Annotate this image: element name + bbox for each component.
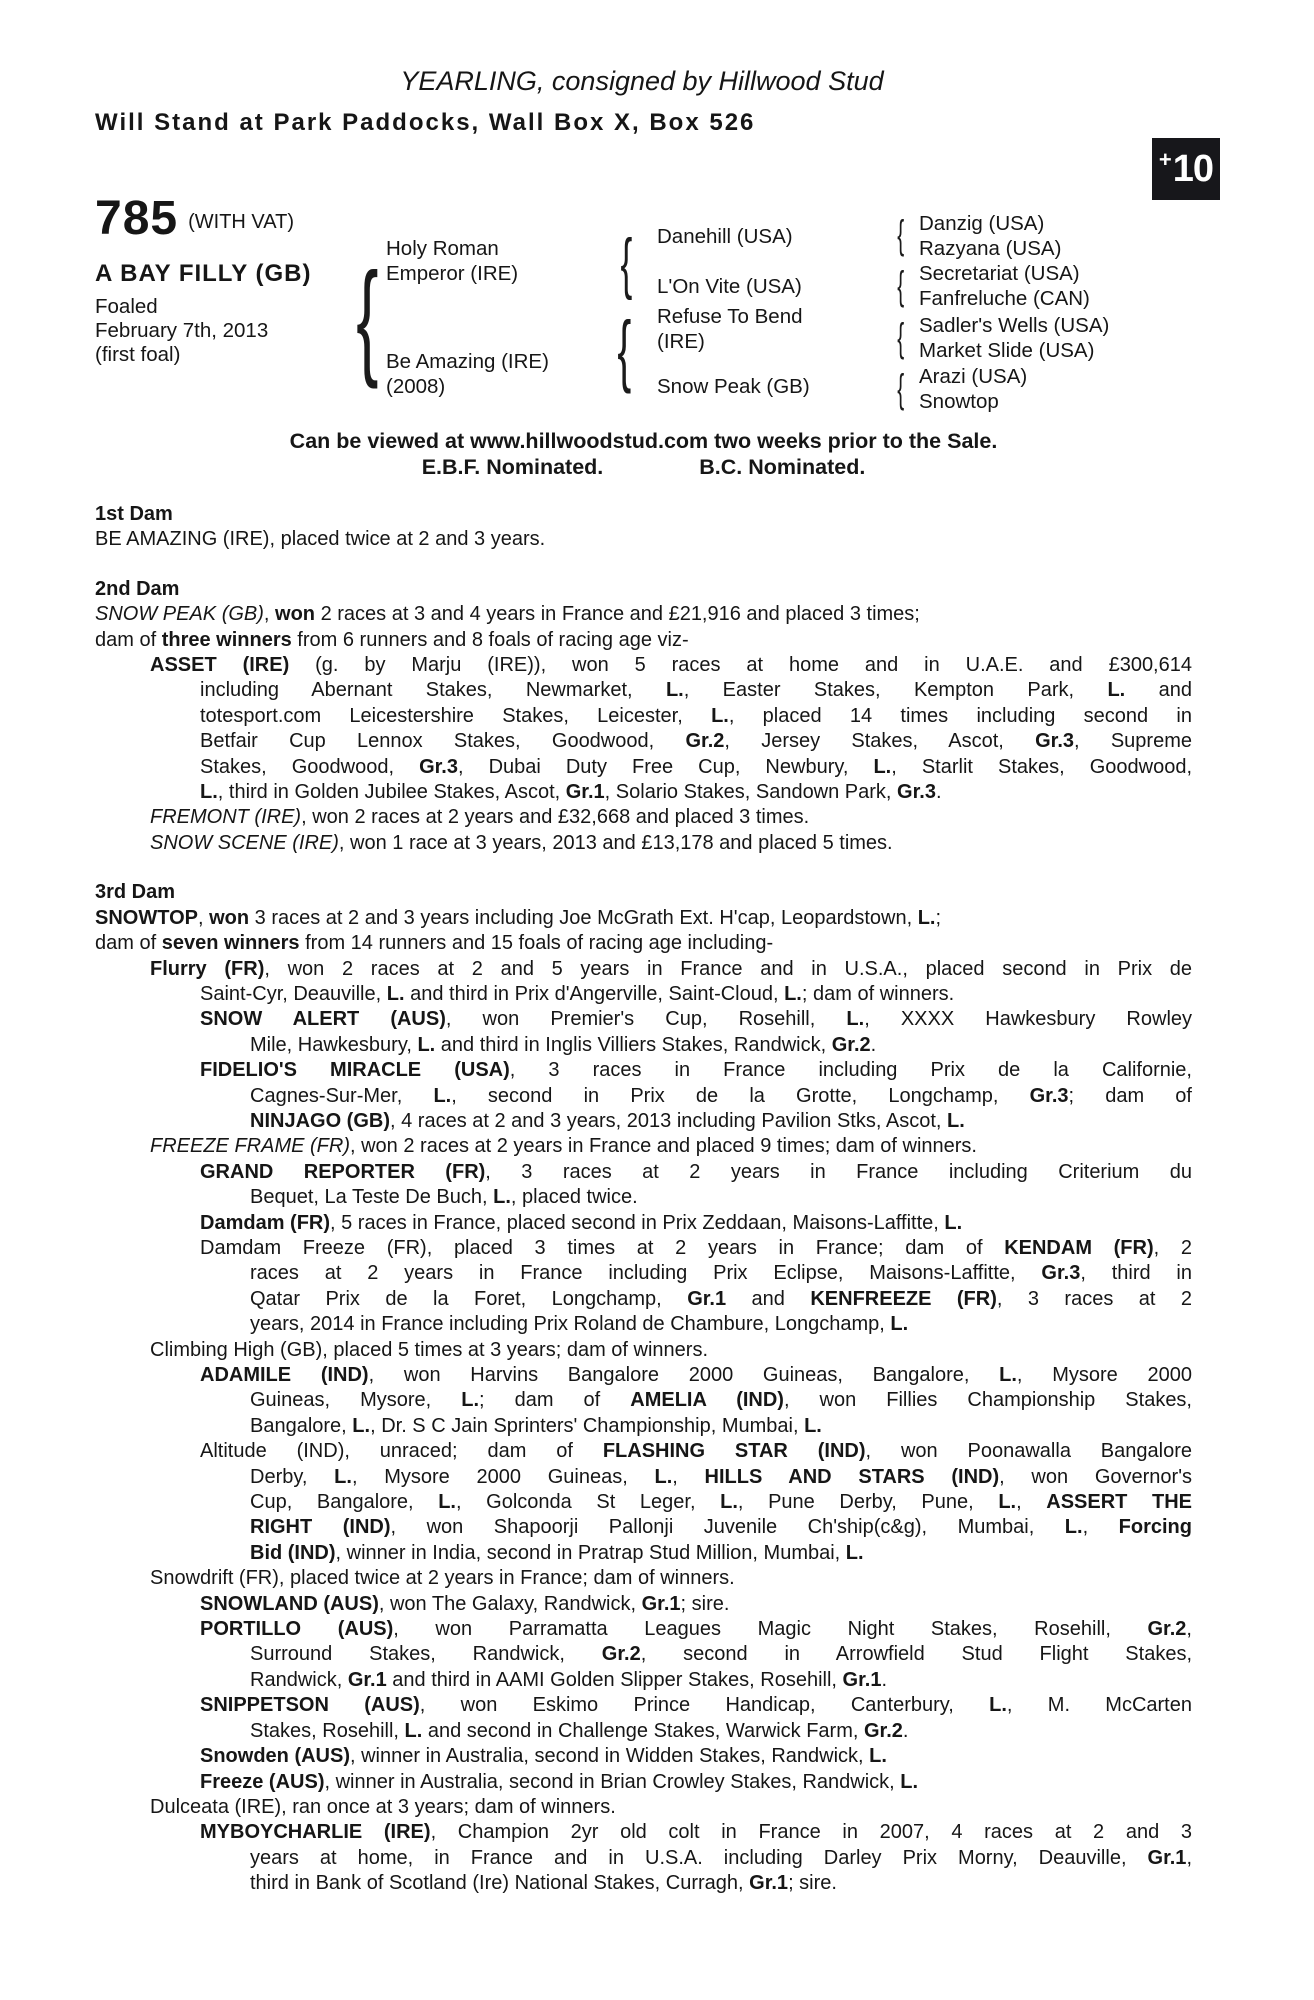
pedigree-brace: { <box>897 367 905 411</box>
section-heading: 1st Dam <box>95 503 173 525</box>
ggp-name: Arazi (USA) <box>919 365 1028 388</box>
first-foal-note: (first foal) <box>95 343 181 366</box>
catalogue-line: Randwick, Gr.1 and third in AAMI Golden Slipper Stakes, Rosehill, Gr.1. <box>250 1668 888 1691</box>
catalogue-line: races at 2 years in France including Prix Eclipse, Maisons-Laffitte, Gr.3, third in <box>250 1262 1192 1285</box>
catalogue-line: FREMONT (IRE), won 2 races at 2 years and £32,668 and placed 3 times. <box>150 806 810 829</box>
lot-number: 785 (WITH VAT) <box>95 192 294 245</box>
catalogue-line: PORTILLO (AUS), won Parramatta Leagues Magic Night Stakes, Rosehill, Gr.2, <box>200 1618 1192 1641</box>
catalogue-line: years at home, in France and in U.S.A. including Darley Prix Morny, Deauville, Gr.1, <box>250 1846 1192 1869</box>
catalogue-line: Climbing High (GB), placed 5 times at 3 years; dam of winners. <box>150 1338 708 1361</box>
catalogue-line: Bequet, La Teste De Buch, L., placed twice. <box>250 1186 638 1209</box>
catalogue-line: Derby, L., Mysore 2000 Guineas, L., HILLS AND STARS (IND), won Governor's <box>250 1465 1193 1488</box>
catalogue-line: SNOW PEAK (GB), won 2 races at 3 and 4 years in France and £21,916 and placed 3 times; <box>95 603 920 626</box>
dam-name-line1: Be Amazing (IRE) <box>386 350 549 373</box>
pedigree-brace: { <box>620 225 632 301</box>
catalogue-line: Bangalore, L., Dr. S C Jain Sprinters' Championship, Mumbai, L. <box>250 1414 822 1437</box>
vat-note: (WITH VAT) <box>188 211 294 233</box>
catalogue-line: RIGHT (IND), won Shapoorji Pallonji Juvenile Ch'ship(c&g), Mumbai, L., Forcing <box>250 1516 1192 1539</box>
section-lines <box>95 602 1192 856</box>
catalogue-line: SNIPPETSON (AUS), won Eskimo Prince Handicap, Canterbury, L., M. McCarten <box>200 1694 1192 1717</box>
catalogue-line: totesport.com Leicestershire Stakes, Leicester, L., placed 14 times including second in <box>200 704 1192 727</box>
pedigree-brace: { <box>897 213 905 257</box>
plus-10-badge <box>1152 138 1220 200</box>
catalogue-line: Flurry (FR), won 2 races at 2 and 5 years in France and in U.S.A., placed second in Prix de <box>150 957 1193 980</box>
catalogue-line: Stakes, Goodwood, Gr.3, Dubai Duty Free Cup, Newbury, L., Starlit Stakes, Goodwood, <box>200 755 1193 778</box>
pedigree-brace: { <box>617 305 631 394</box>
pedigree-brace: { <box>897 264 905 308</box>
catalogue-line: Cup, Bangalore, L., Golconda St Leger, L., Pune Derby, Pune, L., ASSERT THE <box>250 1491 1192 1514</box>
pedigree-brace: { <box>355 247 379 390</box>
catalogue-line: NINJAGO (GB), 4 races at 2 and 3 years, 2013 including Pavilion Stks, Ascot, L. <box>250 1109 965 1132</box>
catalogue-line: years, 2014 in France including Prix Roland de Chambure, Longchamp, L. <box>250 1313 909 1336</box>
ggp-name: Razyana (USA) <box>919 237 1062 260</box>
sire-dam-name: L'On Vite (USA) <box>657 275 802 298</box>
catalogue-line: L., third in Golden Jubilee Stakes, Ascot, Gr.1, Solario Stakes, Sandown Park, Gr.3. <box>200 781 942 804</box>
catalogue-line: Freeze (AUS), winner in Australia, second in Brian Crowley Stakes, Randwick, L. <box>200 1770 919 1793</box>
ggp-name: Sadler's Wells (USA) <box>919 314 1110 337</box>
dam-name-line2: (2008) <box>386 375 446 398</box>
plus-icon: + <box>1158 147 1172 172</box>
plus-10-number: 10 <box>1172 148 1214 190</box>
section-lines <box>95 906 1192 1897</box>
ggp-name: Snowtop <box>919 390 999 413</box>
pedigree-table <box>95 192 1245 423</box>
catalogue-line: Snowdrift (FR), placed twice at 2 years in France; dam of winners. <box>150 1567 735 1590</box>
catalogue-line: FIDELIO'S MIRACLE (USA), 3 races in France including Prix de la Californie, <box>200 1059 1192 1082</box>
catalogue-line: Betfair Cup Lennox Stakes, Goodwood, Gr.2, Jersey Stakes, Ascot, Gr.3, Supreme <box>200 730 1192 753</box>
ggp-name: Market Slide (USA) <box>919 339 1095 362</box>
sire-name-line1: Holy Roman <box>386 237 499 260</box>
third-dam-section <box>95 880 1192 1896</box>
ggp-name: Fanfreluche (CAN) <box>919 287 1090 310</box>
catalogue-line: third in Bank of Scotland (Ire) National Stakes, Curragh, Gr.1; sire. <box>250 1872 837 1895</box>
catalogue-line: Guineas, Mysore, L.; dam of AMELIA (IND), won Fillies Championship Stakes, <box>250 1389 1192 1412</box>
pedigree-brace: { <box>897 316 905 360</box>
first-dam-section <box>95 502 1192 553</box>
sire-name-line2: Emperor (IRE) <box>386 262 519 285</box>
catalogue-line: Bid (IND), winner in India, second in Pratrap Stud Million, Mumbai, L. <box>250 1541 864 1564</box>
catalogue-line: SNOW SCENE (IRE), won 1 race at 3 years, 2013 and £13,178 and placed 5 times. <box>150 831 893 854</box>
catalogue-line: SNOWLAND (AUS), won The Galaxy, Randwick, Gr.1; sire. <box>200 1592 730 1615</box>
bc-nominated: B.C. Nominated. <box>699 455 866 479</box>
section-heading: 2nd Dam <box>95 577 180 600</box>
nomination-notices <box>95 455 1192 480</box>
catalogue-line: Cagnes-Sur-Mer, L., second in Prix de la Grotte, Longchamp, Gr.3; dam of <box>250 1084 1192 1107</box>
catalogue-line: Surround Stakes, Randwick, Gr.2, second in Arrowfield Stud Flight Stakes, <box>250 1643 1193 1666</box>
stand-location-line: Will Stand at Park Paddocks, Wall Box X, Box 526 <box>95 109 756 136</box>
catalogue-line: Qatar Prix de la Foret, Longchamp, Gr.1 and KENFREEZE (FR), 3 races at 2 <box>250 1287 1193 1310</box>
catalogue-line: Snowden (AUS), winner in Australia, second in Widden Stakes, Randwick, L. <box>200 1745 887 1768</box>
sire-sire-name: Danehill (USA) <box>657 225 793 248</box>
dam-sire-name-line1: Refuse To Bend <box>657 305 803 328</box>
section-lines <box>95 527 1192 552</box>
catalogue-line: Saint-Cyr, Deauville, L. and third in Prix d'Angerville, Saint-Cloud, L.; dam of winners. <box>200 982 955 1005</box>
catalogue-line: MYBOYCHARLIE (IRE), Champion 2yr old colt in France in 2007, 4 races at 2 and 3 <box>200 1821 1192 1844</box>
catalogue-line: Mile, Hawkesbury, L. and third in Inglis Villiers Stakes, Randwick, Gr.2. <box>250 1033 877 1056</box>
catalogue-line: ADAMILE (IND), won Harvins Bangalore 2000 Guineas, Bangalore, L., Mysore 2000 <box>200 1364 1192 1386</box>
ggp-name: Danzig (USA) <box>919 212 1045 235</box>
ebf-nominated: E.B.F. Nominated. <box>421 455 604 479</box>
catalogue-line: including Abernant Stakes, Newmarket, L., Easter Stakes, Kempton Park, L. and <box>200 679 1192 702</box>
section-heading: 3rd Dam <box>95 881 176 904</box>
catalogue-line: GRAND REPORTER (FR), 3 races at 2 years in France including Criterium du <box>200 1160 1192 1183</box>
catalogue-line: FREEZE FRAME (FR), won 2 races at 2 years in France and placed 9 times; dam of winners. <box>150 1135 977 1158</box>
catalogue-line: Altitude (IND), unraced; dam of FLASHING STAR (IND), won Poonawalla Bangalore <box>200 1440 1192 1463</box>
catalogue-line: SNOW ALERT (AUS), won Premier's Cup, Rosehill, L., XXXX Hawkesbury Rowley <box>200 1008 1193 1031</box>
pedigree-text-body <box>95 502 1192 1897</box>
catalogue-line: dam of three winners from 6 runners and 8 foals of racing age viz- <box>95 628 689 651</box>
foaled-label: Foaled <box>95 295 158 318</box>
catalogue-line: Dulceata (IRE), ran once at 3 years; dam of winners. <box>150 1795 616 1818</box>
dam-dam-name: Snow Peak (GB) <box>657 375 810 398</box>
catalogue-line: Damdam (FR), 5 races in France, placed second in Prix Zeddaan, Maisons-Laffitte, L. <box>200 1211 963 1234</box>
catalogue-line: ASSET (IRE) (g. by Marju (IRE)), won 5 races at home and in U.A.E. and £300,614 <box>150 654 1192 677</box>
second-dam-section <box>95 577 1192 856</box>
catalogue-line: dam of seven winners from 14 runners and 15 foals of racing age including- <box>95 932 774 955</box>
lot-description: A BAY FILLY (GB) <box>95 260 312 287</box>
dam-sire-name-line2: (IRE) <box>657 330 705 353</box>
viewing-notice: Can be viewed at www.hillwoodstud.com two weeks prior to the Sale. <box>289 429 998 453</box>
catalogue-line: BE AMAZING (IRE), placed twice at 2 and 3 years. <box>95 528 546 551</box>
consignor-header: YEARLING, consigned by Hillwood Stud <box>400 66 884 96</box>
catalogue-line: Stakes, Rosehill, L. and second in Challenge Stakes, Warwick Farm, Gr.2. <box>250 1719 909 1742</box>
catalogue-line: SNOWTOP, won 3 races at 2 and 3 years including Joe McGrath Ext. H'cap, Leopardstown, L.; <box>95 906 942 929</box>
catalogue-line: Damdam Freeze (FR), placed 3 times at 2 years in France; dam of KENDAM (FR), 2 <box>200 1236 1192 1259</box>
foaled-date: February 7th, 2013 <box>95 319 269 342</box>
ggp-name: Secretariat (USA) <box>919 262 1080 285</box>
